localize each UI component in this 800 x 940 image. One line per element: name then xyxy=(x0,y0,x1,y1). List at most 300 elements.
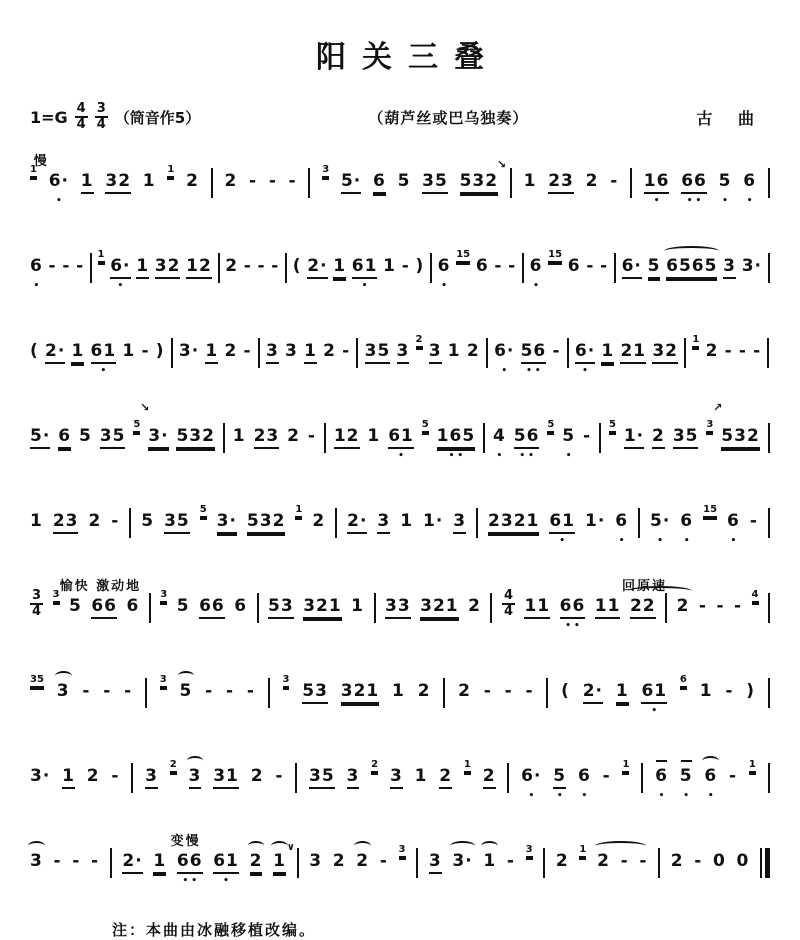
octave-dots: •• xyxy=(519,451,537,461)
octave-dots: • xyxy=(658,791,668,801)
barline xyxy=(416,848,418,878)
breath-mark: ∨ xyxy=(286,842,296,853)
duration-dash: - xyxy=(610,171,619,191)
barline xyxy=(476,508,478,538)
duration-dash: - xyxy=(307,426,316,446)
barline xyxy=(641,763,643,793)
barline xyxy=(149,593,151,623)
note: 5 • xyxy=(553,766,567,801)
duration-dash: - xyxy=(111,511,120,531)
final-barline xyxy=(760,848,770,878)
note: 1 xyxy=(304,341,317,364)
duration-dash: - xyxy=(639,851,648,871)
duration-dash: - xyxy=(600,256,609,276)
barline xyxy=(507,763,509,793)
barline xyxy=(171,338,173,368)
score-line xyxy=(30,401,770,470)
note: 56 •• xyxy=(513,426,540,461)
duration-dash: - xyxy=(552,341,561,361)
note: 3 xyxy=(266,341,279,364)
grace-note: 4 xyxy=(752,589,759,603)
tempo-annotation: 愉快 激动地 xyxy=(59,579,142,594)
slur-arc xyxy=(178,671,195,681)
duration-dash: - xyxy=(243,256,252,276)
octave-dots: • xyxy=(707,791,717,801)
paren: ) xyxy=(415,256,425,276)
note: 3 xyxy=(189,766,202,789)
note: 2 xyxy=(439,766,452,789)
duration-dash: - xyxy=(725,681,734,701)
note: 1 xyxy=(414,766,428,786)
note: 5 xyxy=(180,681,193,702)
note: 5· xyxy=(341,171,361,194)
duration-dash: - xyxy=(205,681,214,701)
note: 2 xyxy=(483,766,496,789)
octave-dots: • xyxy=(533,281,542,291)
grace-note: 3 xyxy=(399,844,406,858)
note: 35 xyxy=(100,426,126,449)
note: 2 xyxy=(417,681,431,701)
tempo-annotation: 变慢 xyxy=(170,834,201,849)
slur-arc xyxy=(702,756,719,766)
note: 1 xyxy=(333,256,346,279)
score-header xyxy=(30,102,770,132)
duration-dash: - xyxy=(504,681,513,701)
note: 66 xyxy=(199,596,225,619)
note: 6 • xyxy=(680,511,694,546)
note: 6 • xyxy=(743,171,757,206)
grace-note: 5 xyxy=(200,504,207,518)
barline xyxy=(268,678,270,708)
note: 2 xyxy=(88,511,102,531)
duration-dash: - xyxy=(401,256,410,276)
note: 2 xyxy=(312,511,326,531)
slur-arc xyxy=(354,841,371,851)
note: 6 xyxy=(58,426,71,449)
note: 61 • xyxy=(213,851,239,886)
note: 61 • xyxy=(549,511,576,546)
duration-dash: - xyxy=(111,766,120,786)
note: 35 xyxy=(673,426,699,449)
note: 0 xyxy=(712,851,726,871)
grace-note: 5 xyxy=(422,419,429,433)
barline xyxy=(258,338,260,368)
note: 1· xyxy=(624,426,644,449)
octave-dots: • xyxy=(683,536,693,546)
note: 321 xyxy=(341,681,380,704)
barline xyxy=(129,508,131,538)
duration-dash: - xyxy=(72,851,81,871)
ornament-arrow: ↘ xyxy=(496,158,508,171)
duration-dash: - xyxy=(724,341,733,361)
barline xyxy=(767,338,769,368)
octave-dots: • xyxy=(398,451,407,461)
score-line xyxy=(30,494,770,555)
duration-dash: - xyxy=(483,681,492,701)
note: 3 xyxy=(145,766,158,789)
octave-dots: • xyxy=(565,451,575,461)
octave-dots: • xyxy=(556,791,566,801)
note: 2 xyxy=(250,766,264,786)
note: 6 xyxy=(234,596,248,616)
note: 2· xyxy=(122,851,142,874)
note: 6 • xyxy=(727,511,740,546)
barline xyxy=(768,678,770,708)
grace-note: 3 xyxy=(283,674,290,688)
note: 1 xyxy=(383,256,397,276)
paren: ( xyxy=(30,341,39,361)
note: 23 xyxy=(254,426,280,449)
duration-dash: - xyxy=(342,341,351,361)
score-line xyxy=(30,239,770,300)
note: 1 xyxy=(392,681,405,701)
slur-arc xyxy=(187,756,204,766)
note: 12 xyxy=(186,256,212,279)
note: 66 •• xyxy=(559,596,586,631)
note: 33 xyxy=(385,596,411,619)
note: 6· xyxy=(622,256,642,279)
slur-arc xyxy=(450,841,474,851)
duration-dash: - xyxy=(494,256,503,276)
grace-note: 2 xyxy=(416,334,423,348)
slur-arc xyxy=(481,841,498,851)
note: 5 • xyxy=(718,171,732,206)
time-signature-1: $\frac{4}{4}$ xyxy=(76,101,86,132)
note: 5· xyxy=(30,426,50,449)
barline xyxy=(486,338,488,368)
note: 11 xyxy=(524,596,550,619)
barline xyxy=(430,253,432,283)
note: 1 xyxy=(523,171,537,191)
key-and-time xyxy=(30,102,200,132)
note: 1 ∨ xyxy=(273,851,286,874)
note: 2 xyxy=(466,341,480,361)
key-signature: 1=G xyxy=(30,107,68,127)
barline xyxy=(658,848,660,878)
note: 2 xyxy=(555,851,569,871)
note: 6 xyxy=(475,256,489,276)
duration-dash: - xyxy=(288,171,297,191)
duration-dash: - xyxy=(602,766,611,786)
note: 61 • xyxy=(641,681,668,716)
note: 21 xyxy=(620,341,646,364)
barline xyxy=(490,593,492,623)
duration-dash: - xyxy=(379,851,388,871)
grace-note: 1 xyxy=(692,334,699,348)
duration-dash: - xyxy=(226,681,235,701)
note: 1 xyxy=(351,596,365,616)
duration-dash: - xyxy=(246,681,255,701)
grace-note: 3 xyxy=(160,674,167,688)
note: 2 xyxy=(585,171,599,191)
page-title: 阳关三叠 xyxy=(316,40,500,75)
barline xyxy=(768,423,770,453)
barline xyxy=(546,678,548,708)
barline xyxy=(665,593,667,623)
duration-dash: - xyxy=(506,851,515,871)
paren: ) xyxy=(155,341,165,361)
note: 35 xyxy=(309,766,335,789)
paren: ( xyxy=(292,256,302,276)
note: 1 xyxy=(699,681,713,701)
note: 1 xyxy=(205,341,218,364)
note: 3· xyxy=(217,511,237,534)
note: 6 • xyxy=(437,256,451,291)
grace-note: 6 xyxy=(680,674,687,688)
note: 31 xyxy=(213,766,239,789)
duration-dash: - xyxy=(82,681,91,701)
overline-mark xyxy=(656,760,667,762)
barline xyxy=(131,763,133,793)
note: 3 xyxy=(57,681,70,702)
grace-note: 2 xyxy=(371,759,378,773)
barline xyxy=(90,253,92,283)
barline xyxy=(324,423,326,453)
note: 66 xyxy=(91,596,117,619)
note: 2· xyxy=(307,256,327,279)
time-signature: $\frac{4}{4}$ xyxy=(503,588,513,619)
barline xyxy=(374,593,376,623)
note: 3 xyxy=(347,766,360,789)
note: 3 xyxy=(390,766,403,789)
note: 321 xyxy=(420,596,459,619)
grace-note: 5 xyxy=(609,419,616,433)
note: 2· xyxy=(347,511,367,534)
ornament-arrow: ↘ xyxy=(140,401,150,414)
octave-dots: •• xyxy=(686,196,705,206)
grace-note: 2 xyxy=(170,759,177,773)
barline xyxy=(768,253,770,283)
octave-dots: • xyxy=(651,706,661,716)
note: 1 xyxy=(400,511,414,531)
note: 2 xyxy=(287,426,300,446)
slur-arc xyxy=(628,586,692,596)
note: 3 xyxy=(723,256,736,279)
note: 6· • xyxy=(521,766,542,801)
octave-dots: • xyxy=(501,366,511,376)
note: 66 •• xyxy=(681,171,707,206)
note: 6 xyxy=(373,171,386,194)
tempo-annotation: 回原速 xyxy=(622,579,668,594)
grace-note: 1 xyxy=(167,164,174,178)
grace-note: 35 xyxy=(30,674,44,688)
note: 22 xyxy=(630,596,656,619)
note: 1 xyxy=(483,851,496,872)
note: 5 xyxy=(78,426,92,446)
note: 4 • xyxy=(493,426,506,461)
octave-dots: • xyxy=(582,366,591,376)
barline xyxy=(522,253,524,283)
note: 35 xyxy=(365,341,391,364)
time-signature: $\frac{3}{4}$ xyxy=(32,588,42,619)
octave-dots: •• xyxy=(448,451,467,461)
note: 2 xyxy=(224,341,238,361)
duration-dash: - xyxy=(48,256,57,276)
score-line xyxy=(30,834,770,895)
note: 5 xyxy=(141,511,155,531)
note: 6· • xyxy=(494,341,515,376)
note: 3· xyxy=(178,341,200,361)
duration-dash: - xyxy=(243,341,252,361)
note: 2 xyxy=(597,851,610,872)
note: 1 xyxy=(71,341,84,364)
slur-arc xyxy=(55,671,72,681)
barline xyxy=(768,168,770,198)
barline xyxy=(211,168,213,198)
note: 532 xyxy=(721,426,760,449)
duration-dash: - xyxy=(53,851,62,871)
grace-note: 1 xyxy=(295,504,302,518)
octave-dots: •• xyxy=(565,621,583,631)
grace-note: 3 ↗ xyxy=(706,419,713,433)
note: 2 xyxy=(458,681,471,701)
note: 0 xyxy=(736,851,750,871)
octave-dots: • xyxy=(722,196,731,206)
note: 1 xyxy=(447,341,461,361)
fingering-note: （筒音作5） xyxy=(114,108,201,127)
octave-dots: • xyxy=(441,281,450,291)
instrumentation-subtitle: （葫芦丝或巴乌独奏） xyxy=(368,108,529,127)
octave-dots: • xyxy=(117,281,127,291)
note: 5 xyxy=(397,171,411,191)
duration-dash: - xyxy=(249,171,258,191)
barline xyxy=(543,848,545,878)
note: 2 xyxy=(332,851,346,871)
octave-dots: • xyxy=(730,536,740,546)
octave-dots: • xyxy=(657,536,667,546)
barline xyxy=(614,253,616,283)
note: 2 xyxy=(356,851,369,872)
note: 3 xyxy=(285,341,298,361)
note: 53 xyxy=(302,681,328,704)
grace-note: 3 xyxy=(322,164,329,178)
duration-dash: - xyxy=(698,596,707,616)
barline xyxy=(257,593,259,623)
note: 2 xyxy=(468,596,481,616)
grace-note: 3 xyxy=(526,844,533,858)
barline xyxy=(356,338,358,368)
barline xyxy=(110,848,112,878)
note: 35 xyxy=(422,171,448,194)
duration-dash: - xyxy=(738,341,747,361)
grace-note: 5 ↘ xyxy=(133,419,140,433)
paren: ) xyxy=(746,681,755,701)
note: 6565 xyxy=(666,256,717,279)
slur-arc xyxy=(28,841,45,851)
octave-dots: • xyxy=(55,196,65,206)
barline xyxy=(285,253,287,283)
grace-note: 5 xyxy=(547,419,554,433)
barline xyxy=(335,508,337,538)
barline xyxy=(599,423,601,453)
octave-dots: • xyxy=(223,876,232,886)
note: 5 xyxy=(68,596,82,616)
octave-dots: • xyxy=(528,791,538,801)
note: 3· xyxy=(452,851,472,872)
duration-dash: - xyxy=(508,256,517,276)
note: 11 xyxy=(595,596,621,619)
grace-note: 3 xyxy=(53,589,60,603)
duration-dash: - xyxy=(620,851,629,871)
note: 532 xyxy=(247,511,286,534)
octave-dots: • xyxy=(33,281,43,291)
note: 61 • xyxy=(90,341,117,376)
note: 16 • xyxy=(643,171,670,206)
duration-dash: - xyxy=(271,256,280,276)
note: 2 xyxy=(224,171,238,191)
barline xyxy=(443,678,445,708)
grace-note: 1 xyxy=(464,759,471,773)
note: 2321 xyxy=(488,511,539,534)
note: 66 •• xyxy=(176,851,203,886)
duration-dash: - xyxy=(141,341,150,361)
note: 6 xyxy=(126,596,140,616)
note: 6· • xyxy=(48,171,70,206)
barline xyxy=(510,168,512,198)
slur-arc xyxy=(248,841,265,851)
note: 56 •• xyxy=(520,341,547,376)
duration-dash: - xyxy=(583,426,592,446)
note: 32 xyxy=(652,341,678,364)
duration-dash: - xyxy=(694,851,703,871)
barline xyxy=(308,168,310,198)
duration-dash: - xyxy=(586,256,595,276)
duration-dash: - xyxy=(103,681,112,701)
note: 6 xyxy=(567,256,581,276)
note: 3· xyxy=(148,426,168,449)
note: 3 xyxy=(429,851,442,874)
barline xyxy=(483,423,485,453)
note: 3· xyxy=(741,256,762,276)
note: 2· xyxy=(583,681,603,704)
note: 5 • xyxy=(680,766,693,787)
grace-note: 15 xyxy=(456,249,470,263)
note: 61 • xyxy=(388,426,414,461)
note: 2 xyxy=(705,341,719,361)
duration-dash: - xyxy=(729,766,738,786)
octave-dots: • xyxy=(683,791,693,801)
note: 3 xyxy=(30,851,43,872)
note: 2 xyxy=(323,341,336,361)
slur-arc xyxy=(595,841,646,851)
note: 1 xyxy=(153,851,166,874)
note: 1 xyxy=(601,341,614,364)
note: 6· • xyxy=(110,256,131,291)
octave-dots: •• xyxy=(526,366,544,376)
note: 2 xyxy=(186,171,199,191)
note: 3 xyxy=(453,511,466,534)
octave-dots: • xyxy=(496,451,506,461)
note: 23 xyxy=(548,171,574,194)
grace-note: 1 xyxy=(749,759,756,773)
note: 6 • xyxy=(529,256,543,291)
note: 6 • xyxy=(704,766,717,787)
score-line xyxy=(30,154,770,215)
barline xyxy=(567,338,569,368)
note: 32 xyxy=(155,256,181,279)
note: 2· xyxy=(45,341,65,364)
grace-note: 15 xyxy=(703,504,717,518)
note: 532 ↘ xyxy=(460,171,499,194)
note: 23 xyxy=(53,511,79,534)
slur-arc xyxy=(664,246,719,256)
note: 1 xyxy=(30,511,43,531)
note: 5 • xyxy=(562,426,576,461)
note: 1 xyxy=(232,426,246,446)
footnote: 注：本曲由冰融移植改编。 xyxy=(112,921,317,939)
barline xyxy=(684,338,686,368)
note: 165 •• xyxy=(436,426,476,461)
